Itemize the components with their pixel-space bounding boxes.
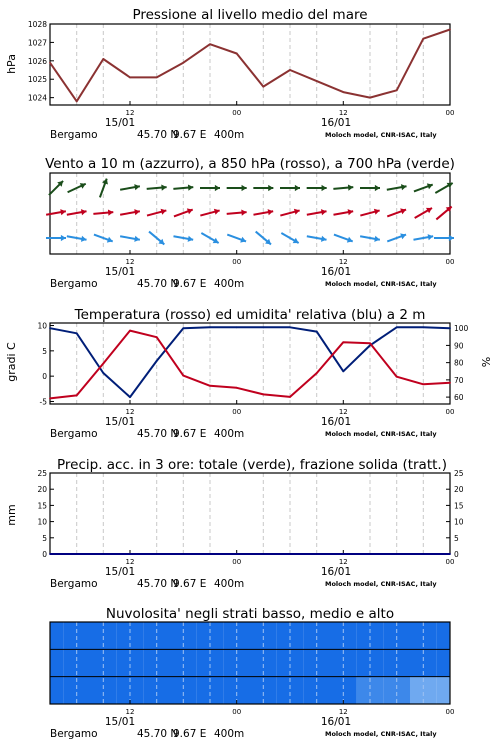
precipitation-line-point xyxy=(396,553,398,555)
y-tick-label: 10 xyxy=(37,517,47,527)
temperature-line-point xyxy=(449,382,451,384)
temperature-line-point xyxy=(209,385,211,387)
x-tick-label: 00 xyxy=(232,258,242,266)
x-tick-label: 12 xyxy=(338,558,348,566)
humidity-line-point xyxy=(209,326,211,328)
y-tick-label: 1027 xyxy=(27,38,47,48)
date-label: 15/01 xyxy=(104,117,136,129)
y-tick-label: 1024 xyxy=(27,93,47,103)
y-tick-label-right: 0 xyxy=(454,550,459,559)
precipitation-line-point xyxy=(316,553,318,555)
humidity-line-point xyxy=(262,326,264,328)
x-tick-label: 00 xyxy=(445,109,455,117)
x-tick-label: 12 xyxy=(338,708,348,716)
location-lon: 9.67 E xyxy=(173,578,207,590)
y-tick-label: 25 xyxy=(37,469,47,478)
temperature-line-point xyxy=(422,383,424,385)
y-tick-label: 0 xyxy=(42,372,47,382)
pressure-line-point xyxy=(76,100,78,102)
cloud-cell-medio xyxy=(50,649,63,676)
model-credit: Moloch model, CNR-ISAC, Italy xyxy=(325,430,437,438)
x-tick-label: 00 xyxy=(445,708,455,716)
model-credit: Moloch model, CNR-ISAC, Italy xyxy=(325,131,437,139)
date-label: 16/01 xyxy=(320,716,352,728)
location-lon: 9.67 E xyxy=(173,129,207,141)
pressure-line-point xyxy=(262,86,264,88)
chart-title-precipitation: Precip. acc. in 3 ore: totale (verde), frazione solida (tratt.) xyxy=(57,457,447,473)
x-tick-label: 00 xyxy=(232,109,242,117)
humidity-line-point xyxy=(76,332,78,334)
x-tick-label: 12 xyxy=(125,258,135,266)
location-lat: 45.70 N xyxy=(137,728,179,740)
humidity-line-point xyxy=(289,326,291,328)
y-tick-label: 1025 xyxy=(27,75,47,85)
x-tick-label: 12 xyxy=(125,558,135,566)
location-lat: 45.70 N xyxy=(137,578,179,590)
precipitation-line-point xyxy=(209,553,211,555)
x-tick-label: 00 xyxy=(232,708,242,716)
y-tick-label: 1026 xyxy=(27,56,47,66)
cloud-cell-alto xyxy=(50,622,63,649)
y-tick-label-right: 15 xyxy=(454,501,464,511)
y-axis-label-pressure: hPa xyxy=(5,54,18,74)
y-tick-label: 0 xyxy=(42,550,47,559)
cloud-cell-medio xyxy=(437,649,450,676)
pressure-line-point xyxy=(209,43,211,45)
x-tick-label: 00 xyxy=(445,408,455,416)
humidity-line-point xyxy=(422,326,424,328)
date-label: 16/01 xyxy=(320,266,352,278)
location-lon: 9.67 E xyxy=(173,278,207,290)
precipitation-line-point xyxy=(342,553,344,555)
humidity-line-point xyxy=(396,326,398,328)
pressure-line-point xyxy=(396,89,398,91)
precipitation-line-point xyxy=(102,553,104,555)
temperature-line-point xyxy=(156,336,158,338)
y-tick-label-right: 25 xyxy=(454,469,464,478)
location-name: Bergamo xyxy=(50,728,98,740)
precipitation-line-point xyxy=(182,553,184,555)
pressure-line-point xyxy=(369,97,371,99)
pressure-line-point xyxy=(49,62,51,64)
humidity-line-point xyxy=(316,331,318,333)
y-tick-label-right: 70 xyxy=(454,375,464,385)
model-credit: Moloch model, CNR-ISAC, Italy xyxy=(325,580,437,588)
date-label: 15/01 xyxy=(104,416,136,428)
location-name: Bergamo xyxy=(50,278,98,290)
date-label: 16/01 xyxy=(320,566,352,578)
x-tick-label: 12 xyxy=(338,258,348,266)
y-tick-label-right: 10 xyxy=(454,517,464,527)
humidity-line-point xyxy=(449,327,451,329)
pressure-line-point xyxy=(449,29,451,31)
precipitation-line-point xyxy=(236,553,238,555)
date-label: 15/01 xyxy=(104,266,136,278)
pressure-line-point xyxy=(289,69,291,71)
humidity-line-point xyxy=(156,360,158,362)
y-tick-label-right: 80 xyxy=(454,358,464,368)
chart-title-clouds: Nuvolosita' negli strati basso, medio e alto xyxy=(105,606,395,622)
precipitation-line-point xyxy=(422,553,424,555)
x-tick-label: 00 xyxy=(445,258,455,266)
precipitation-line-point xyxy=(262,553,264,555)
y-tick-label: 5 xyxy=(42,346,47,356)
date-label: 15/01 xyxy=(104,716,136,728)
temperature-line-point xyxy=(262,393,264,395)
temperature-line-point xyxy=(102,363,104,365)
humidity-line-point xyxy=(182,327,184,329)
y-tick-label-right: 60 xyxy=(454,393,464,403)
date-label: 16/01 xyxy=(320,416,352,428)
humidity-line-point xyxy=(49,327,51,329)
location-lat: 45.70 N xyxy=(137,428,179,440)
y-tick-label-right: 5 xyxy=(454,533,459,543)
y-tick-label-right: 90 xyxy=(454,341,464,351)
location-lat: 45.70 N xyxy=(137,278,179,290)
y-tick-label: -5 xyxy=(39,397,47,407)
pressure-line-point xyxy=(102,58,104,60)
pressure-line-point xyxy=(316,80,318,82)
y-axis-label-temperature: gradi C xyxy=(5,342,18,382)
location-lat: 45.70 N xyxy=(137,129,179,141)
humidity-line-point xyxy=(129,396,131,398)
x-tick-label: 00 xyxy=(232,408,242,416)
y-tick-label: 10 xyxy=(37,321,47,331)
y-axis-label-humidity: % xyxy=(480,356,493,368)
y-tick-label-right: 20 xyxy=(454,485,464,495)
pressure-line-point xyxy=(156,76,158,78)
y-tick-label: 5 xyxy=(42,533,47,543)
temperature-line-point xyxy=(369,342,371,344)
x-tick-label: 12 xyxy=(338,109,348,117)
precipitation-line-point xyxy=(129,553,131,555)
y-axis-label-precipitation: mm xyxy=(5,504,18,526)
pressure-line-point xyxy=(129,76,131,78)
humidity-line-point xyxy=(102,372,104,374)
location-alt: 400m xyxy=(214,278,245,290)
temperature-line-point xyxy=(182,375,184,377)
model-credit: Moloch model, CNR-ISAC, Italy xyxy=(325,280,437,288)
precipitation-line-point xyxy=(156,553,158,555)
chart-title-pressure: Pressione al livello medio del mare xyxy=(132,7,368,23)
x-tick-label: 12 xyxy=(125,109,135,117)
precipitation-line-point xyxy=(369,553,371,555)
location-alt: 400m xyxy=(214,578,245,590)
cloud-cell-alto xyxy=(437,622,450,649)
precipitation-line-point xyxy=(449,553,451,555)
temperature-line-point xyxy=(49,398,51,400)
date-label: 15/01 xyxy=(104,566,136,578)
date-label: 16/01 xyxy=(320,117,352,129)
pressure-line-point xyxy=(342,91,344,93)
precipitation-line-point xyxy=(49,553,51,555)
pressure-line-point xyxy=(236,53,238,55)
temperature-line-point xyxy=(129,330,131,332)
location-alt: 400m xyxy=(214,428,245,440)
location-alt: 400m xyxy=(214,129,245,141)
cloud-cell-basso xyxy=(437,677,450,704)
model-credit: Moloch model, CNR-ISAC, Italy xyxy=(325,730,437,738)
temperature-line-point xyxy=(289,396,291,398)
location-lon: 9.67 E xyxy=(173,428,207,440)
temperature-line-point xyxy=(236,387,238,389)
y-tick-label-right: 100 xyxy=(454,324,469,334)
location-name: Bergamo xyxy=(50,578,98,590)
chart-title-temperature: Temperatura (rosso) ed umidita' relativa (blu) a 2 m xyxy=(74,307,426,323)
x-tick-label: 12 xyxy=(338,408,348,416)
precipitation-line-point xyxy=(76,553,78,555)
pressure-line-point xyxy=(182,62,184,64)
y-tick-label: 20 xyxy=(37,485,47,495)
location-name: Bergamo xyxy=(50,129,98,141)
temperature-line-point xyxy=(76,394,78,396)
humidity-line-point xyxy=(342,370,344,372)
location-lon: 9.67 E xyxy=(173,728,207,740)
temperature-line-point xyxy=(396,376,398,378)
y-tick-label: 1028 xyxy=(27,20,47,29)
temperature-line-point xyxy=(342,341,344,343)
humidity-line-point xyxy=(236,326,238,328)
x-tick-label: 12 xyxy=(125,408,135,416)
location-name: Bergamo xyxy=(50,428,98,440)
location-alt: 400m xyxy=(214,728,245,740)
x-tick-label: 00 xyxy=(232,558,242,566)
precipitation-line-point xyxy=(289,553,291,555)
pressure-line-point xyxy=(422,38,424,40)
x-tick-label: 00 xyxy=(445,558,455,566)
cloud-cell-basso xyxy=(50,677,63,704)
chart-title-wind: Vento a 10 m (azzurro), a 850 hPa (rosso), a 700 hPa (verde) xyxy=(45,156,455,172)
temperature-line-point xyxy=(316,372,318,374)
y-tick-label: 15 xyxy=(37,501,47,511)
x-tick-label: 12 xyxy=(125,708,135,716)
